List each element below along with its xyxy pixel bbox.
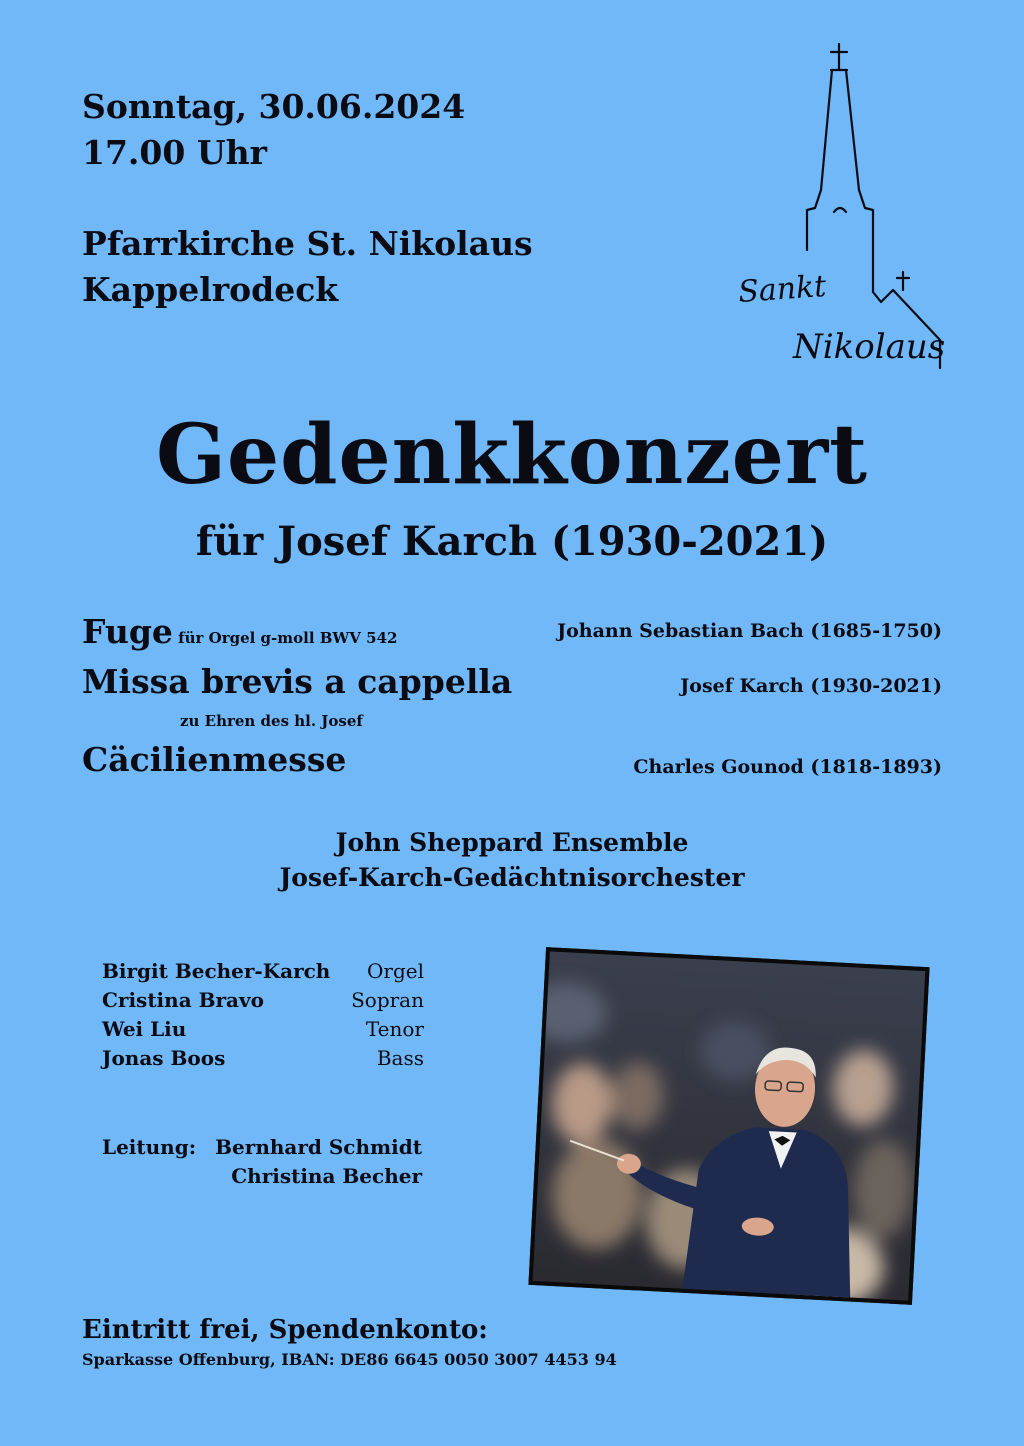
- composer: Johann Sebastian Bach (1685-1750): [557, 620, 942, 642]
- svg-text:Nikolaus: Nikolaus: [793, 327, 946, 367]
- ensemble-name: John Sheppard Ensemble: [335, 828, 689, 857]
- concert-title: Gedenkkonzert: [155, 407, 869, 503]
- donation-account: Sparkasse Offenburg, IBAN: DE86 6645 0050 3007 4453 94: [82, 1350, 617, 1369]
- performer-role: Tenor: [365, 1017, 424, 1041]
- venue-town: Kappelrodeck: [82, 270, 339, 309]
- work-detail: für Orgel g-moll BWV 542: [172, 629, 398, 647]
- concert-subtitle: für Josef Karch (1930-2021): [195, 518, 829, 565]
- performer-name: Jonas Boos: [102, 1046, 226, 1070]
- composer: Josef Karch (1930-2021): [680, 675, 942, 697]
- performer-role: Bass: [376, 1046, 424, 1070]
- conductor-name: Bernhard Schmidt: [215, 1135, 422, 1159]
- donation-heading: Eintritt frei, Spendenkonto:: [82, 1315, 488, 1345]
- event-time: 17.00 Uhr: [82, 133, 267, 172]
- venue-church: Pfarrkirche St. Nikolaus: [82, 224, 533, 263]
- church-logo-icon: [735, 40, 950, 375]
- composer: Charles Gounod (1818-1893): [633, 756, 942, 778]
- performer-row: [102, 957, 424, 986]
- work-title: Cäcilienmesse: [82, 740, 347, 779]
- work-title: Missa brevis a cappella: [82, 662, 513, 701]
- performer-name: Birgit Becher-Karch: [102, 959, 331, 983]
- performer-row: [102, 1015, 424, 1044]
- performer-name: Wei Liu: [102, 1017, 187, 1041]
- ensemble-name: Josef-Karch-Gedächtnisorchester: [279, 863, 745, 892]
- work-title: Fuge: [82, 612, 173, 651]
- program-work: [82, 610, 397, 654]
- svg-text:Sankt: Sankt: [737, 268, 828, 310]
- event-date: Sonntag, 30.06.2024: [82, 87, 466, 126]
- performer-list: [102, 957, 424, 1073]
- conductor-photo: [528, 947, 929, 1305]
- performer-row: [102, 986, 424, 1015]
- leitung-label: Leitung:: [102, 1135, 197, 1159]
- performer-row: [102, 1044, 424, 1073]
- performer-name: Cristina Bravo: [102, 988, 264, 1012]
- performer-role: Orgel: [367, 959, 424, 983]
- conductor-photo-image: [533, 951, 926, 1300]
- performer-role: Sopran: [351, 988, 424, 1012]
- work-note: zu Ehren des hl. Josef: [180, 712, 363, 730]
- conductor-name: Christina Becher: [231, 1164, 422, 1188]
